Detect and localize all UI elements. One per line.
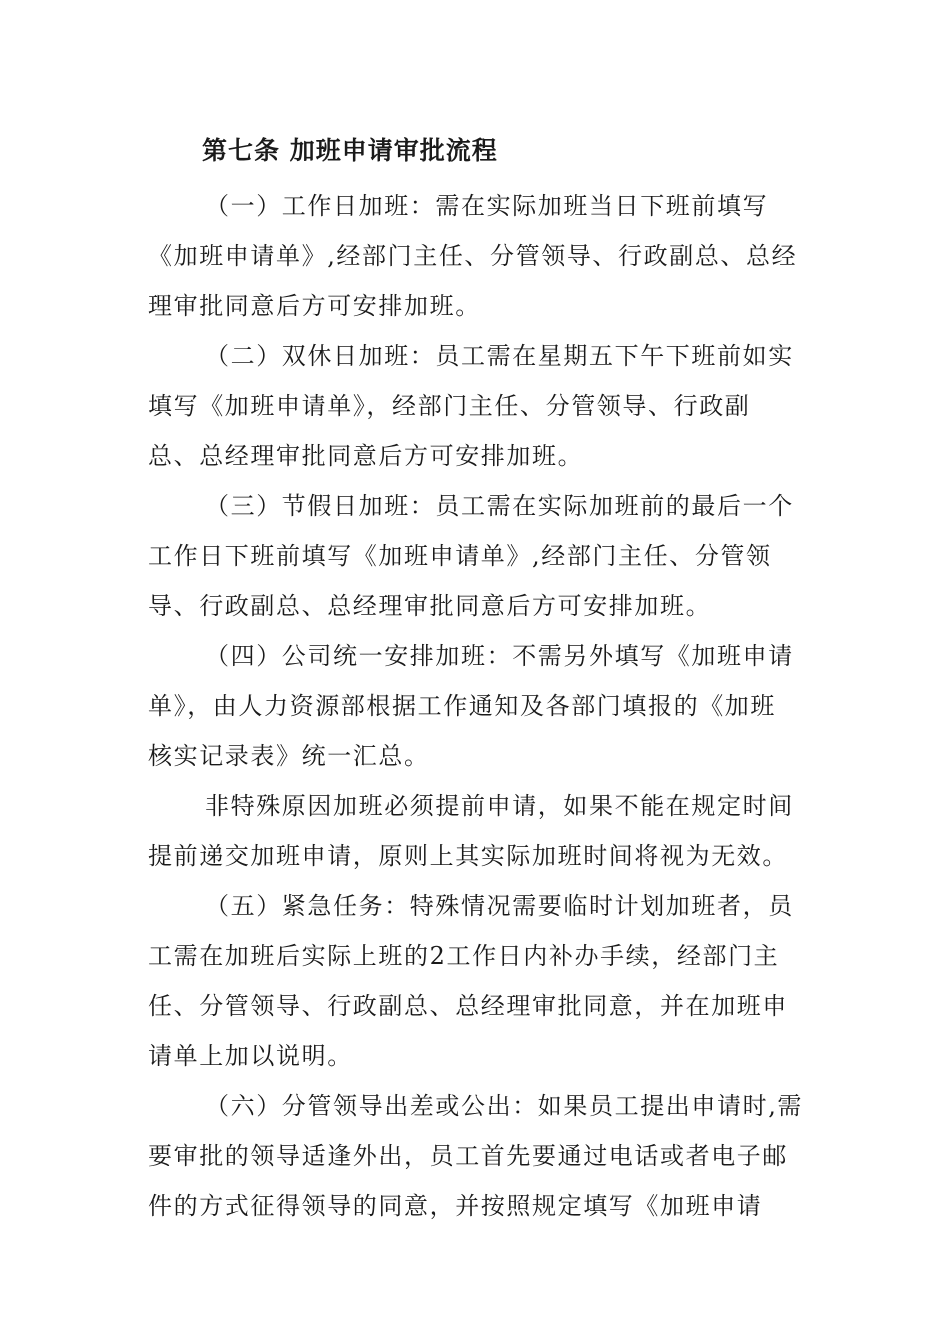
paragraph-line: （四）公司统一安排加班：不需另外填写《加班申请 xyxy=(205,642,794,670)
paragraph-line: 非特殊原因加班必须提前申请，如果不能在规定时间 xyxy=(205,792,794,820)
paragraph-line: 任、分管领导、行政副总、总经理审批同意，并在加班申 xyxy=(148,992,788,1020)
paragraph-line: 提前递交加班申请，原则上其实际加班时间将视为无效。 xyxy=(148,842,788,870)
paragraph-line: （三）节假日加班：员工需在实际加班前的最后一个 xyxy=(205,492,794,520)
paragraph-line: 单》，由人力资源部根据工作通知及各部门填报的《加班 xyxy=(148,692,776,720)
paragraph-line: 导、行政副总、总经理审批同意后方可安排加班。 xyxy=(148,592,712,620)
paragraph-line: 件的方式征得领导的同意，并按照规定填写《加班申请 xyxy=(148,1192,763,1220)
paragraph-line: 请单上加以说明。 xyxy=(148,1042,353,1070)
paragraph-line: 工需在加班后实际上班的2工作日内补办手续，经部门主 xyxy=(148,942,780,970)
paragraph-line: （六）分管领导出差或公出：如果员工提出申请时,需 xyxy=(205,1092,804,1120)
paragraph-line: 总、总经理审批同意后方可安排加班。 xyxy=(148,442,584,470)
paragraph-line: （一）工作日加班：需在实际加班当日下班前填写 xyxy=(205,192,769,220)
paragraph-line: 要审批的领导适逢外出，员工首先要通过电话或者电子邮 xyxy=(148,1142,788,1170)
paragraph-line: 《加班申请单》,经部门主任、分管领导、行政副总、总经 xyxy=(148,242,798,270)
article-heading: 第七条 加班申请审批流程 xyxy=(202,136,498,165)
paragraph-line: 理审批同意后方可安排加班。 xyxy=(148,292,481,320)
paragraph-line: 填写《加班申请单》，经部门主任、分管领导、行政副 xyxy=(148,392,751,420)
paragraph-line: 工作日下班前填写《加班申请单》,经部门主任、分管领 xyxy=(148,542,772,570)
paragraph-line: 核实记录表》统一汇总。 xyxy=(148,742,430,770)
paragraph-line: （二）双休日加班：员工需在星期五下午下班前如实 xyxy=(205,342,794,370)
paragraph-line: （五）紧急任务：特殊情况需要临时计划加班者，员 xyxy=(205,892,794,920)
